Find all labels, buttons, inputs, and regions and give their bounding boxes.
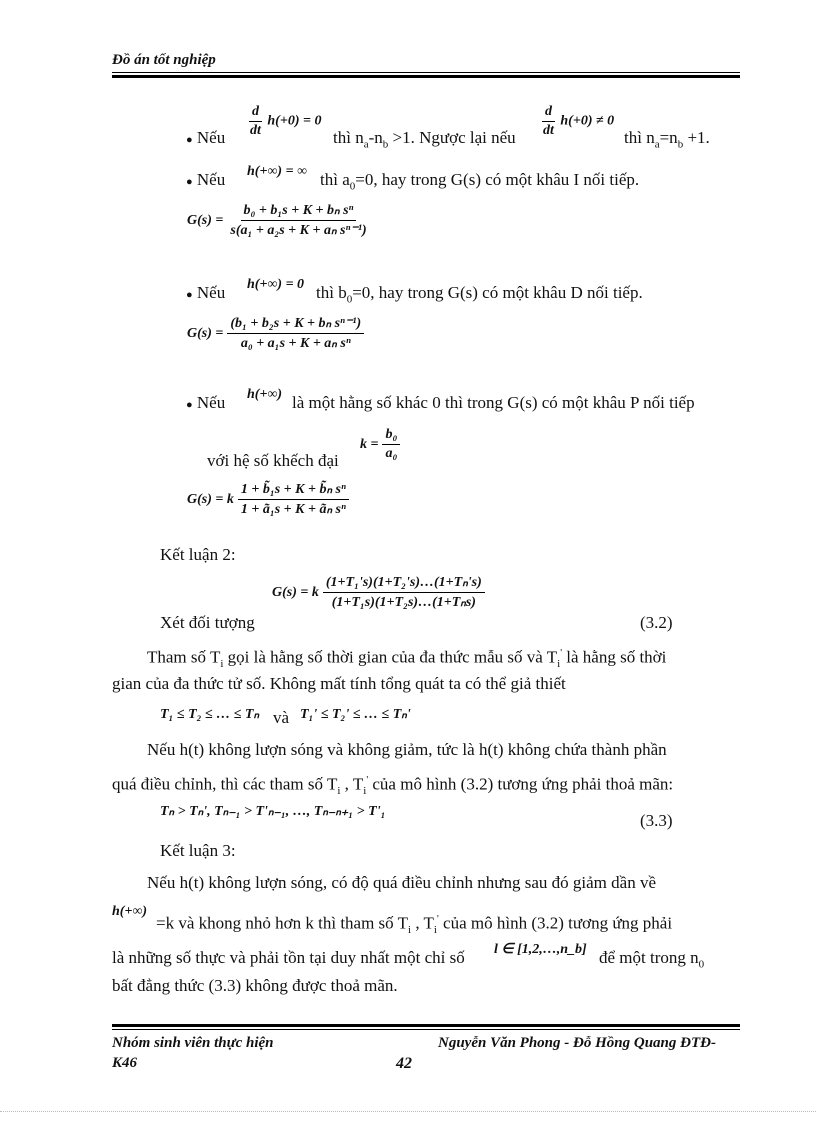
footer-authors: Nguyễn Văn Phong - Đỗ Hồng Quang ĐTĐ- (438, 1035, 716, 1051)
para3-line3-tail: để một trong $n_0$ (599, 948, 705, 971)
conclusion-2: Kết luận 2: (160, 545, 236, 564)
para3-line3: là những số thực và phải tồn tại duy nhất một chỉ số (112, 948, 465, 967)
para3-line4: bất đẳng thức (3.3) không được thoả mãn. (112, 976, 398, 995)
bullet-1: ● Nếu (186, 128, 226, 147)
xet-label: Xét đối tượng (160, 613, 255, 632)
formula-gs-derivative: G(s) = $\frac{\text{(b₁ + b₂s + K + bₙ sⁿ⁻¹)}}{\text{a₀ + a₁s + K + aₙ sⁿ}}$ (187, 315, 364, 352)
gain-text: với hệ số khếch đại (207, 451, 339, 470)
eq-number-3-2: (3.2) (640, 613, 673, 632)
and-word: và (273, 708, 290, 727)
math-h-inf-inf: h(+∞) = ∞ (247, 164, 308, 179)
formula-gs-integrator: G(s) = $\frac{\text{b₀ + b₁s + K + bₙ sⁿ}}{\text{s(a₁ + a₂s + K + aₙ sⁿ⁻¹)}}$ (187, 203, 367, 238)
formula-inequalities: Tₙ > Tₙ', Tₙ₋₁ > T'ₙ₋₁, …, Tₙ₋ₙ₊₁ > T'₁ (160, 804, 386, 819)
para2-line1: Nếu h(t) không lượn sóng và không giảm, tức là h(t) không chứa thành phần (147, 740, 667, 759)
bullet-2-text: thì $a_0=0$, hay trong G(s) có một khâu I nối tiếp. (320, 170, 640, 193)
header-title: Đồ án tốt nghiệp (112, 52, 216, 68)
formula-order-tprime: T₁' ≤ T₂' ≤ … ≤ Tₙ' (300, 707, 411, 722)
math-h-inf: h(+∞) (247, 387, 283, 402)
formula-object: G(s) = k $\frac{\text{(1+T₁'s)(1+T₂'s)…(1+Tₙ's)}}{\text{(1+T₁s)(1+T₂s)…(1+Tₙs)}}$ (272, 574, 485, 611)
bullet-3-text: thì $b_0=0$, hay trong G(s) có một khâu D nối tiếp. (316, 283, 643, 306)
para2-line2: quá điều chỉnh, thì các tham số $T_i$ , $T_i'$ của mô hình (3.2) tương ứng phải thoả mãn: (112, 774, 674, 798)
para1-line2: gian của đa thức tử số. Không mất tính tổng quát ta có thể giả thiết (112, 674, 566, 693)
bullet-3: ● Nếu (186, 283, 226, 302)
header-rule-thick (112, 75, 740, 78)
footer-group: Nhóm sinh viên thực hiện (112, 1035, 274, 1051)
eq-number-3-3: (3.3) (640, 811, 673, 830)
page-number: 42 (396, 1055, 412, 1072)
bullet-4-text: là một hằng số khác 0 thì trong G(s) có một khâu P nối tiếp (292, 393, 695, 412)
para1-line1: Tham số $T_i$ gọi là hằng số thời gian của đa thức mẫu số và $T_i'$ là hằng số thời (147, 647, 667, 671)
math-h-inf-zero: h(+∞) = 0 (247, 277, 305, 292)
page-edge (0, 1111, 816, 1112)
header-rule-thin (112, 72, 740, 73)
formula-gs-proportional: G(s) = k $\frac{\text{1 + b̃₁s + K + b̃ₙ sⁿ}}{\text{1 + ã₁s + K + ãₙ sⁿ}}$ (187, 481, 349, 518)
math-dh-zero: $\frac{d}{dt}$ h(+0) = 0 (250, 104, 322, 138)
math-dh-nonzero: $\frac{d}{dt}$ h(+0) ≠ 0 (543, 104, 615, 138)
para3-line2: =k và khong nhỏ hơn k thì tham số $T_i$ , $T_i'$ của mô hình (3.2) tương ứng phải (156, 913, 673, 937)
bullet-dot: ● (186, 134, 193, 146)
conclusion-3: Kết luận 3: (160, 841, 236, 860)
bullet-1-cond: thì $n_a-n_b >1$. Ngược lại nếu (333, 128, 516, 151)
footer-rule-thick (112, 1024, 740, 1027)
bullet-2: ● Nếu (186, 170, 226, 189)
footer-rule-thin (112, 1029, 740, 1030)
math-h-inf-inline: h(+∞) (112, 904, 148, 919)
formula-k: k = $\frac{\text{b₀}}{\text{a₀}}$ (360, 427, 400, 462)
bullet-4: ● Nếu (186, 393, 226, 412)
bullet-1-tail: thì $n_a=n_b +1$. (624, 128, 710, 151)
footer-class: K46 (112, 1055, 138, 1071)
formula-order-t: T₁ ≤ T₂ ≤ … ≤ Tₙ (160, 707, 260, 722)
math-l-set: l ∈ [1,2,…,n_b] (494, 942, 587, 957)
para3-line1: Nếu h(t) không lượn sóng, có độ quá điều chỉnh nhưng sau đó giảm dần về (147, 873, 656, 892)
